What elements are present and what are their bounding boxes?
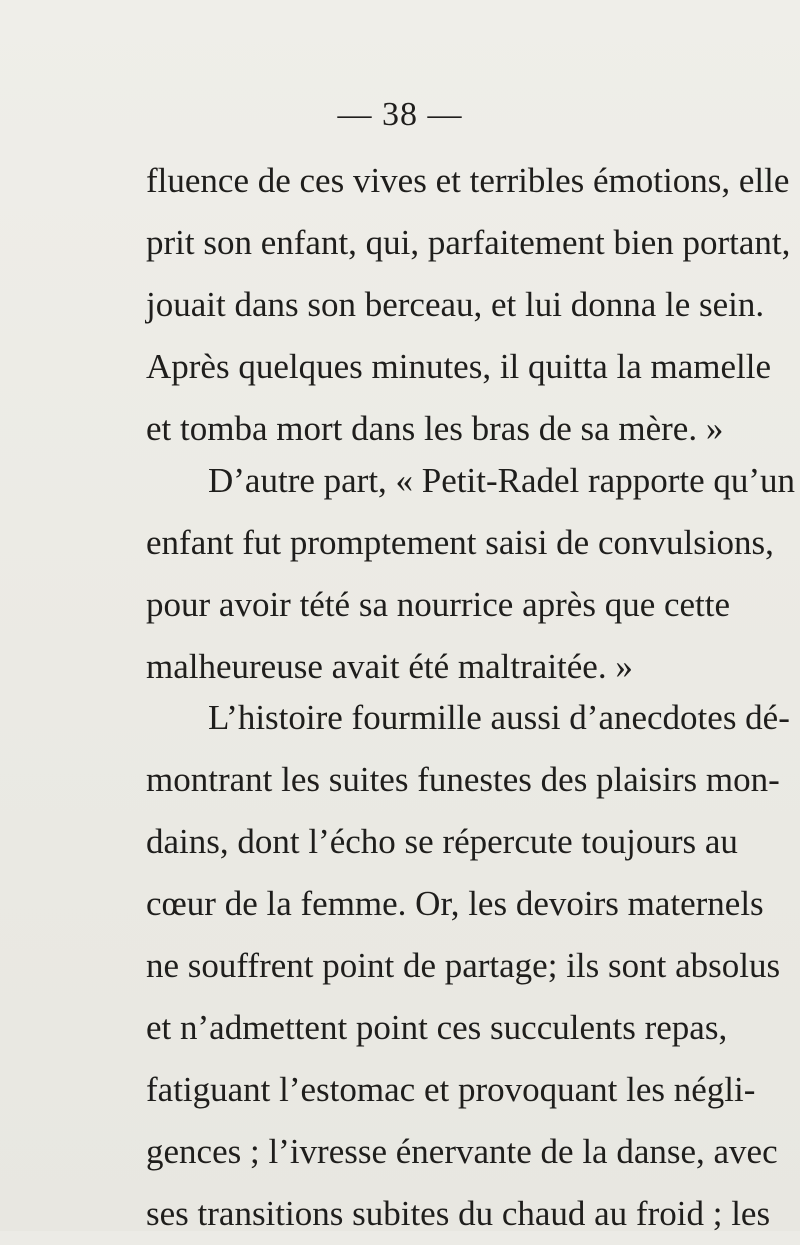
text-line: fluence de ces vives et terribles émotions, elle — [146, 161, 790, 200]
text-line: montrant les suites funestes des plaisirs mon- — [146, 760, 780, 799]
text-line: D’autre part, « Petit-Radel rapporte qu’un — [208, 461, 796, 500]
text-line: gences ; l’ivresse énervante de la danse, avec — [146, 1132, 778, 1171]
text-line: jouait dans son berceau, et lui donna le sein. — [146, 285, 765, 324]
text-line: Après quelques minutes, il quitta la mamelle — [146, 347, 771, 386]
text-line: ses transitions subites du chaud au froid ; les — [146, 1194, 771, 1233]
text-line: pour avoir tété sa nourrice après que cette — [146, 585, 731, 624]
text-line: cœur de la femme. Or, les devoirs maternels — [146, 884, 764, 923]
text-line: malheureuse avait été maltraitée. » — [146, 647, 633, 686]
page-number: — 38 — — [337, 96, 463, 133]
text-line: et n’admettent point ces succulents repas, — [146, 1008, 728, 1047]
paragraph-histoire — [146, 687, 790, 1245]
text-line: et tomba mort dans les bras de sa mère. » — [146, 409, 724, 448]
text-line: ne souffrent point de partage; ils sont absolus — [146, 946, 781, 985]
text-line: dains, dont l’écho se répercute toujours au — [146, 822, 738, 861]
text-line: L’histoire fourmille aussi d’anecdotes dé- — [208, 698, 790, 737]
paragraph-petit-radel — [146, 450, 796, 698]
text-line: fatiguant l’estomac et provoquant les négli- — [146, 1070, 756, 1109]
text-line: enfant fut promptement saisi de convulsions, — [146, 523, 774, 562]
text-line: prit son enfant, qui, parfaitement bien portant, — [146, 223, 791, 262]
paragraph-continuation — [146, 150, 791, 460]
